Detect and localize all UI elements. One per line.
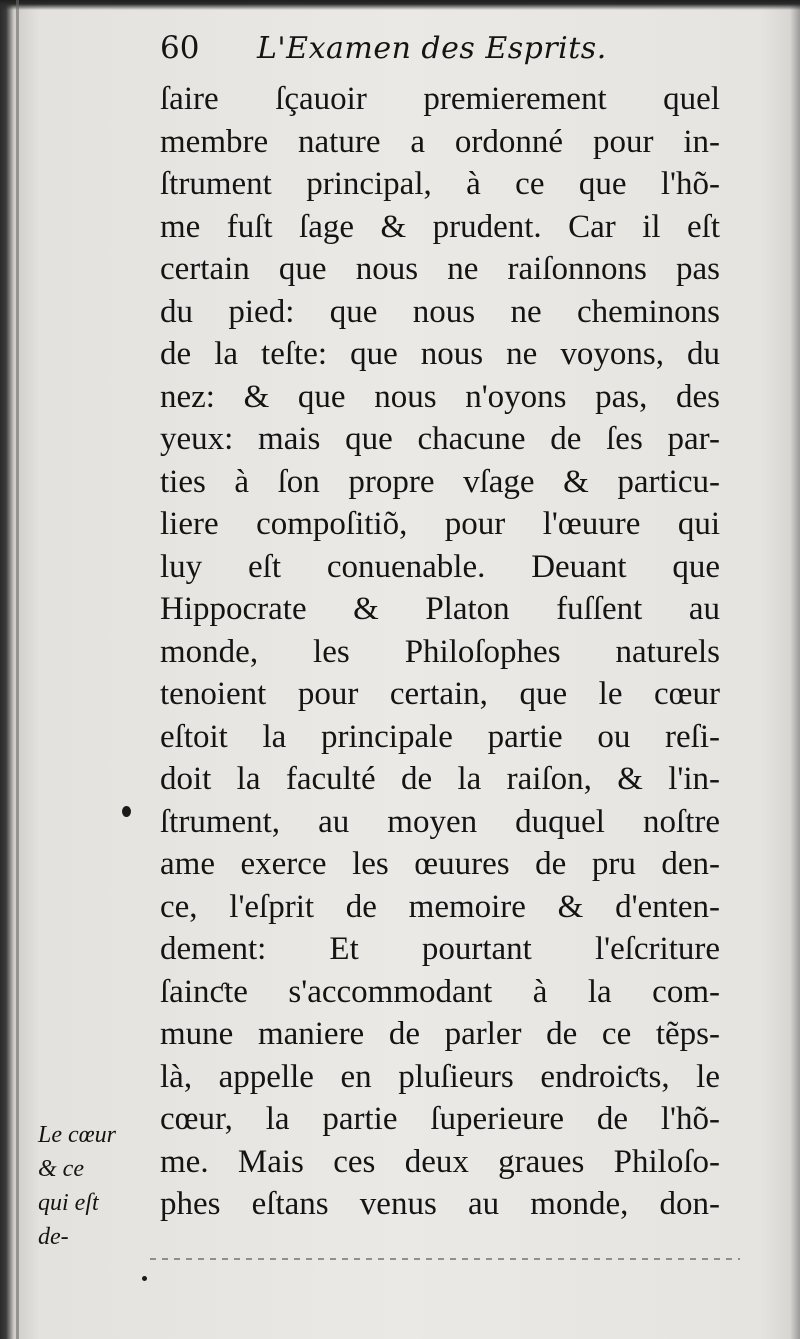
text-line: doit la faculté de la raiſon, & l'in-: [160, 761, 720, 797]
text-line: yeux: mais que chacune de ſes par-: [160, 421, 720, 457]
page-bottom-smudge: [150, 1258, 740, 1260]
running-title: L'Examen des Esprits.: [257, 31, 607, 66]
text-line: dement: Et pourtant l'eſcriture: [160, 931, 720, 967]
margin-note-line: Le cœur: [38, 1122, 116, 1148]
text-line: ſtrument, au moyen duquel noſtre: [160, 803, 720, 840]
text-line: certain que nous ne raiſonnons pas: [160, 251, 720, 287]
text-line: luy eſt conuenable. Deuant que: [160, 548, 720, 585]
text-line: cœur, la partie ſuperieure de l'hõ-: [160, 1101, 720, 1137]
margin-note-line: de-: [38, 1224, 69, 1250]
text-line: de la teſte: que nous ne voyons, du: [160, 336, 720, 372]
text-line: ties à ſon propre vſage & particu-: [160, 463, 720, 500]
margin-note-line: & ce: [38, 1156, 84, 1182]
text-line: ſtrument principal, à ce que l'hõ-: [160, 166, 720, 202]
text-line: phes eſtans venus au monde, don-: [160, 1186, 720, 1222]
text-line: eſtoit la principale partie ou reſi-: [160, 718, 720, 755]
running-header: [160, 22, 720, 74]
text-line: nez: & que nous n'oyons pas, des: [160, 378, 720, 415]
text-line: mune maniere de parler de ce tẽps-: [160, 1016, 720, 1052]
text-line: me fuſt ſage & prudent. Car il eſt: [160, 208, 720, 245]
page-number: 60: [160, 30, 200, 66]
text-line: liere compoſitiõ, pour l'œuure qui: [160, 506, 720, 542]
page-top-shadow: [0, 0, 800, 10]
margin-note-line: qui eſt: [38, 1190, 99, 1216]
text-line: tenoient pour certain, que le cœur: [160, 676, 720, 712]
text-line: ſaire ſçauoir premierement quel: [160, 81, 720, 117]
ink-blot: [142, 1276, 147, 1281]
body-text: [160, 78, 720, 1226]
margin-note: [38, 1118, 148, 1254]
text-line: Hippocrate & Platon fuſſent au: [160, 591, 720, 627]
binding-gutter: [16, 0, 19, 1339]
text-line: ſainƈte s'accommodant à la com-: [160, 973, 720, 1010]
text-line: me. Mais ces deux graues Philoſo-: [160, 1143, 720, 1180]
text-line: monde, les Philoſophes naturels: [160, 633, 720, 670]
text-line: là, appelle en pluſieurs endroiƈts, le: [160, 1058, 720, 1095]
text-line: membre nature a ordonné pour in-: [160, 123, 720, 160]
text-line: du pied: que nous ne cheminons: [160, 293, 720, 330]
text-line: ce, l'eſprit de memoire & d'enten-: [160, 888, 720, 925]
text-line: ame exerce les œuures de pru den-: [160, 846, 720, 882]
ink-blot: [122, 806, 131, 817]
